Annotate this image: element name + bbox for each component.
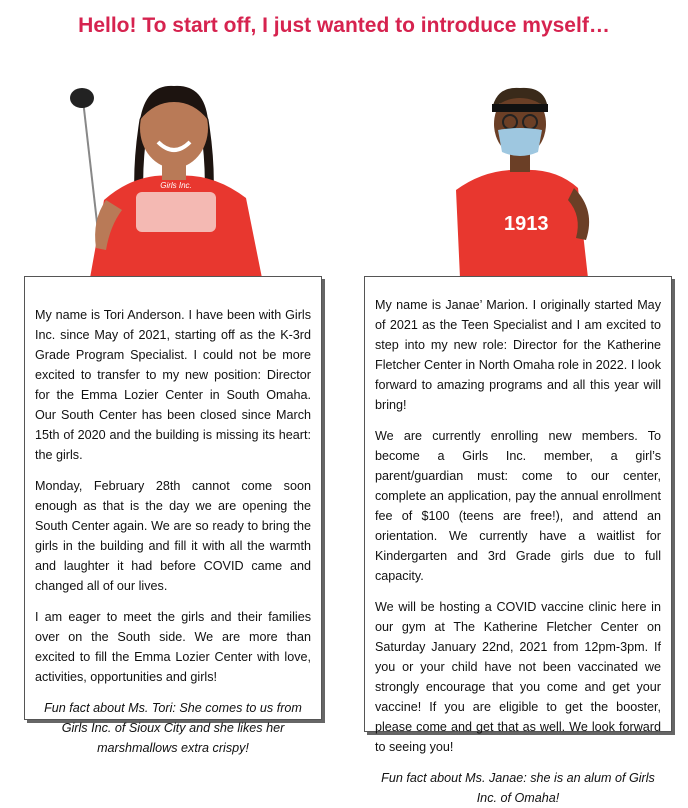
paragraph: We are currently enrolling new members. To become a Girls Inc. member, a girl’s parent/guardian must: come to our center, complete an application, pay the annual enrollment fee of $100 (teens are free!), and attend an orientation. We currently have a waitlist for Kindergarten and 3rd Grade girls due to full capacity. bbox=[375, 429, 661, 583]
tori-intro-card bbox=[24, 276, 322, 755]
shirt-text: 1913 bbox=[504, 213, 549, 235]
janae-intro-card bbox=[364, 276, 672, 805]
shirt-text: Girls Inc. bbox=[160, 181, 192, 190]
page-title: Hello! To start off, I just wanted to introduce myself… bbox=[78, 14, 610, 37]
paragraph: I am eager to meet the girls and their families over on the South side. We are more than excited to fill the Emma Lozier Center with love, activities, opportunities and girls! bbox=[35, 610, 311, 684]
paragraph: Monday, February 28th cannot come soon enough as that is the day we are opening the South Center again. We are so ready to bring the girls in the building and fill it with all the warmth and laughter it had before COVID came and changed all of our lives. bbox=[35, 479, 311, 593]
paragraph: My name is Tori Anderson. I have been with Girls Inc. since May of 2021, starting off as the K-3rd Grade Program Specialist. I could not be more excited to transfer to my new position: Director for the Emma Lozier Center in South Omaha. Our South Center has been closed since March 15th of 2020 and the building is missing its heart: the girls. bbox=[35, 308, 311, 462]
paragraph: We will be hosting a COVID vaccine clinic here in our gym at The Katherine Fletcher Center on Saturday January 22nd, 2021 from 12pm-3pm. If you or your child have not been vaccinated we strongly encourage that you come and get your vaccine! If you are eligible to get the booster, please come and get that as well. We look forward to seeing you! bbox=[375, 600, 661, 754]
fun-fact: Fun fact about Ms. Janae: she is an alum of Girls Inc. of Omaha! bbox=[381, 771, 655, 805]
janae-photo bbox=[446, 80, 596, 278]
tori-photo bbox=[66, 80, 276, 278]
paragraph: My name is Janae’ Marion. I originally started May of 2021 as the Teen Specialist and I am excited to step into my new role: Director for the Katherine Fletcher Center in North Omaha role in 2022. I look forward to amazing programs and all this year will bring! bbox=[375, 298, 661, 412]
fun-fact: Fun fact about Ms. Tori: She comes to us from Girls Inc. of Sioux City and she likes her marshmallows extra crispy! bbox=[44, 701, 302, 755]
